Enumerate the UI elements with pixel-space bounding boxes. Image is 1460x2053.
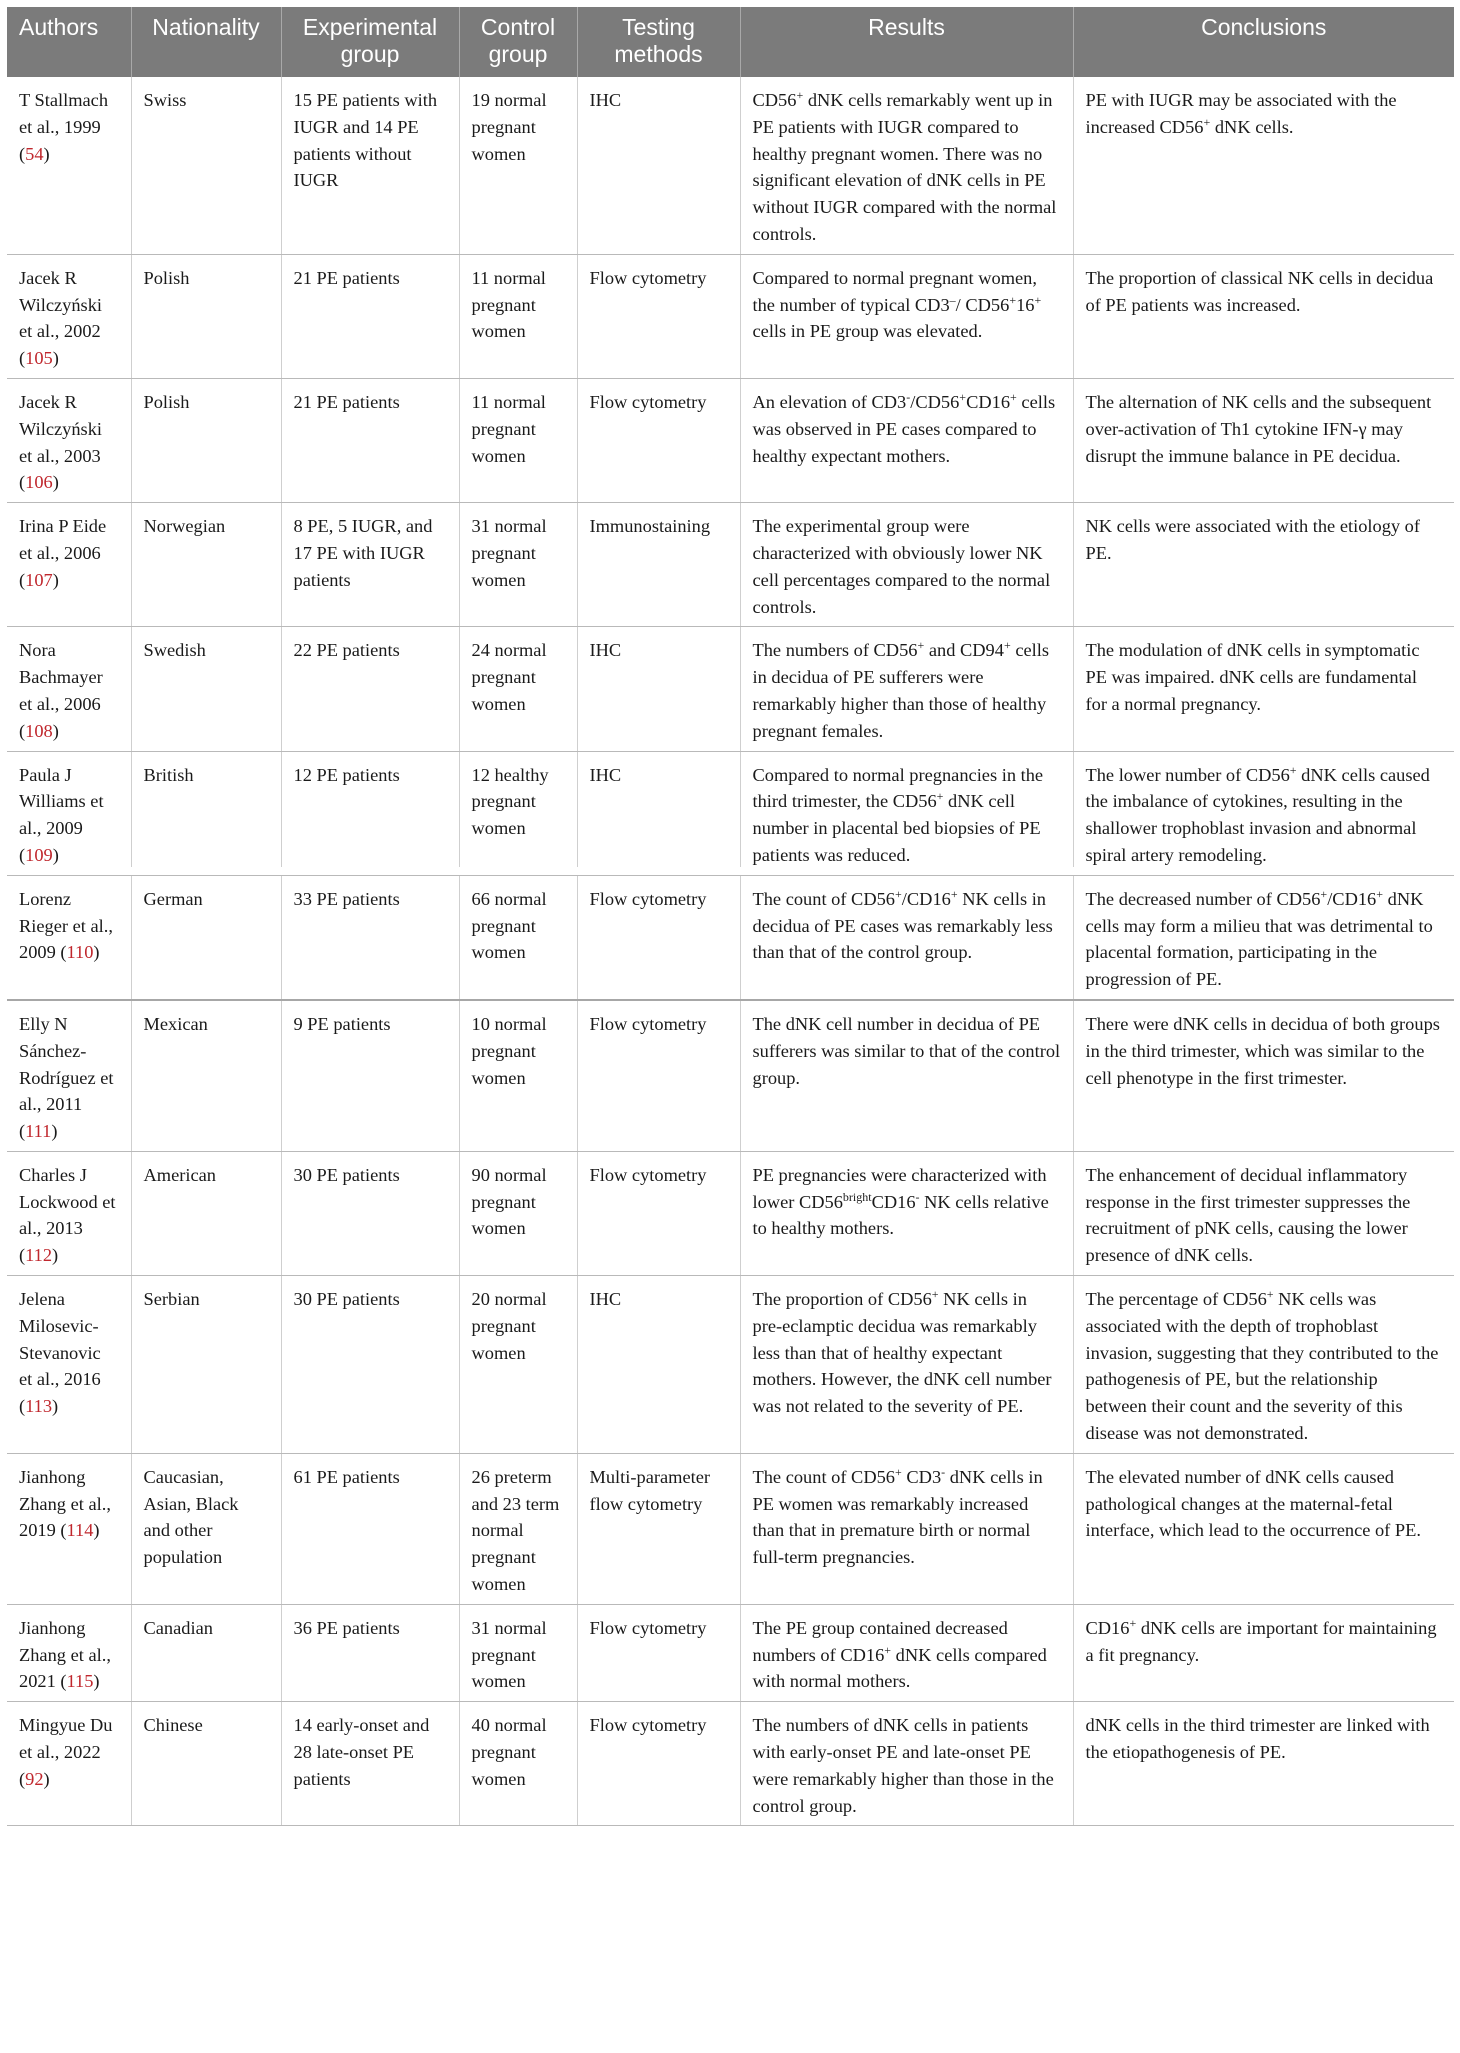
text-run: CD3 — [901, 1466, 942, 1487]
text-run: PE with IUGR may be associated with the increased CD56 — [1085, 90, 1397, 137]
results-cell — [740, 1151, 1073, 1275]
testing-method-cell: IHC — [577, 1276, 740, 1454]
table-row — [7, 378, 1454, 502]
table-row — [7, 254, 1454, 378]
testing-method-cell: Flow cytometry — [577, 378, 740, 502]
author-cell: Jianhong Zhang et al., 2019 (114) — [7, 1453, 131, 1604]
superscript: - — [915, 1189, 920, 1204]
reference-link[interactable]: 114 — [66, 1520, 94, 1541]
superscript: + — [884, 1642, 892, 1657]
superscript: + — [1266, 1287, 1274, 1302]
results-cell — [740, 378, 1073, 502]
superscript: + — [931, 1287, 939, 1302]
table-row — [7, 77, 1454, 254]
experimental-group-cell: 14 early-onset and 28 late-onset PE patients — [281, 1702, 459, 1826]
conclusions-cell — [1073, 1276, 1454, 1454]
results-cell — [740, 254, 1073, 378]
text-run: and CD94 — [924, 640, 1004, 661]
control-group-cell: 31 normal pregnant women — [459, 1604, 577, 1701]
nationality-cell: American — [131, 1151, 281, 1275]
study-table-container — [7, 7, 1454, 1826]
results-cell — [740, 627, 1073, 751]
text-run: CD56 — [752, 90, 797, 110]
testing-method-cell: Flow cytometry — [577, 254, 740, 378]
text-run: CD16 — [966, 391, 1011, 412]
text-run: cells in PE group was elevated. — [752, 321, 983, 342]
author-cell: Paula J Williams et al., 2009 (109) — [7, 751, 131, 875]
reference-link[interactable]: 112 — [25, 1245, 53, 1266]
author-name: Jianhong Zhang et al., 2021 — [19, 1617, 111, 1692]
text-run: The numbers of dNK cells in patients with early-onset PE and late-onset PE were remarkably higher than those in the control group. — [752, 1715, 1054, 1816]
text-run: An elevation of CD3 — [752, 391, 907, 412]
control-group-cell: 40 normal pregnant women — [459, 1702, 577, 1826]
experimental-group-cell: 12 PE patients — [281, 751, 459, 875]
testing-method-cell: IHC — [577, 77, 740, 254]
results-cell — [740, 1453, 1073, 1604]
author-cell: Nora Bachmayer et al., 2006 (108) — [7, 627, 131, 751]
text-run: /CD16 — [1327, 888, 1377, 909]
author-name: Charles J Lockwood et al., 2013 — [19, 1164, 116, 1239]
text-run: dNK cells are important for maintaining a fit pregnancy. — [1085, 1617, 1437, 1665]
superscript: + — [1320, 886, 1328, 901]
control-group-cell: 31 normal pregnant women — [459, 503, 577, 627]
text-run: The enhancement of decidual inflammatory response in the first trimester suppresses the recruitment of pNK cells, causing the lower presence of dNK cells. — [1085, 1164, 1411, 1266]
nationality-cell: Serbian — [131, 1276, 281, 1454]
author-name: Jianhong Zhang et al., 2019 — [19, 1466, 111, 1541]
text-run: Compared to normal pregnancies in the third trimester, the CD56 — [752, 764, 1044, 812]
superscript: - — [941, 1464, 946, 1479]
superscript: + — [1034, 292, 1042, 307]
nationality-cell: Chinese — [131, 1702, 281, 1826]
author-name: Mingyue Du et al., 2022 — [19, 1715, 113, 1763]
text-run: The decreased number of CD56 — [1085, 888, 1321, 909]
nationality-cell: Swedish — [131, 627, 281, 751]
nationality-cell: Norwegian — [131, 503, 281, 627]
conclusions-cell — [1073, 503, 1454, 627]
superscript: – — [949, 292, 956, 307]
text-run: The PE group contained decreased numbers of CD16 — [752, 1617, 1008, 1665]
superscript: + — [1129, 1615, 1137, 1630]
testing-method-cell: Flow cytometry — [577, 1000, 740, 1151]
nationality-cell: British — [131, 751, 281, 875]
experimental-group-cell: 33 PE patients — [281, 875, 459, 1000]
superscript: + — [796, 88, 804, 102]
reference-link[interactable]: 111 — [25, 1121, 52, 1142]
table-row — [7, 1604, 1454, 1701]
experimental-group-cell: 30 PE patients — [281, 1151, 459, 1275]
testing-method-cell: Flow cytometry — [577, 1604, 740, 1701]
conclusions-cell — [1073, 1000, 1454, 1151]
control-group-cell: 20 normal pregnant women — [459, 1276, 577, 1454]
experimental-group-cell: 61 PE patients — [281, 1453, 459, 1604]
experimental-group-cell: 21 PE patients — [281, 254, 459, 378]
superscript: + — [1376, 886, 1384, 901]
text-run: PE pregnancies were characterized with lower CD56 — [752, 1164, 1047, 1212]
text-run: dNK cells. — [1210, 116, 1294, 137]
header-experimental-group: Experimental group — [281, 7, 459, 77]
superscript: + — [1010, 389, 1017, 404]
text-run: The dNK cell number in decidua of PE sufferers was similar to that of the control group. — [752, 1013, 1061, 1088]
header-nationality: Nationality — [131, 7, 281, 77]
header-testing-methods: Testing methods — [577, 7, 740, 77]
author-name: Paula J Williams et al., 2009 — [19, 764, 104, 839]
text-run: NK cells in pre-eclamptic decidua was remarkably less than that of healthy expectant mothers. However, the dNK cell number was not related to the severity of PE. — [752, 1289, 1052, 1417]
text-run: dNK cells may form a milieu that was detrimental to placental formation, participating in the progression of PE. — [1085, 888, 1433, 990]
author-cell: Jelena Milosevic-Stevanovic et al., 2016 (113) — [7, 1276, 131, 1454]
text-run: cells was observed in PE cases compared to healthy expectant mothers. — [752, 391, 1056, 466]
nationality-cell: Mexican — [131, 1000, 281, 1151]
results-cell — [740, 503, 1073, 627]
results-cell — [740, 875, 1073, 1000]
author-name: T Stallmach et al., 1999 — [19, 90, 109, 137]
text-run: There were dNK cells in decidua of both groups in the third trimester, which was similar to the cell phenotype in the first trimester. — [1085, 1013, 1440, 1088]
text-run: CD16 — [1085, 1617, 1130, 1638]
text-run: The lower number of CD56 — [1085, 764, 1290, 785]
text-run: NK cells in decidua of PE cases was remarkably less than that of the control group. — [752, 888, 1053, 963]
experimental-group-cell: 21 PE patients — [281, 378, 459, 502]
author-cell: Lorenz Rieger et al., 2009 (110) — [7, 875, 131, 1000]
author-name: Irina P Eide et al., 2006 — [19, 516, 107, 563]
conclusions-cell — [1073, 1151, 1454, 1275]
superscript: + — [1003, 638, 1011, 653]
header-conclusions: Conclusions — [1073, 7, 1454, 77]
control-group-cell: 24 normal pregnant women — [459, 627, 577, 751]
superscript: + — [959, 389, 967, 404]
text-run: 16 — [1016, 294, 1035, 315]
text-run: dNK cells compared with normal mothers. — [752, 1644, 1047, 1692]
text-run: The proportion of CD56 — [752, 1289, 932, 1310]
reference-link[interactable]: 110 — [66, 942, 94, 963]
table-row — [7, 1151, 1454, 1275]
header-results: Results — [740, 7, 1073, 77]
superscript: + — [1203, 114, 1211, 129]
testing-method-cell: Multi-parameter flow cytometry — [577, 1453, 740, 1604]
text-run: /CD56 — [910, 391, 960, 412]
reference-link[interactable]: 107 — [25, 569, 53, 590]
author-cell: Irina P Eide et al., 2006 (107) — [7, 503, 131, 627]
superscript: - — [906, 389, 911, 404]
text-run: The count of CD56 — [752, 1466, 896, 1487]
nationality-cell: Caucasian, Asian, Black and other population — [131, 1453, 281, 1604]
experimental-group-cell: 30 PE patients — [281, 1276, 459, 1454]
header-authors: Authors — [7, 7, 131, 77]
results-cell — [740, 1702, 1073, 1826]
text-run: The elevated number of dNK cells caused pathological changes at the maternal-fetal interface, which lead to the occurrence of PE. — [1085, 1466, 1421, 1541]
table-body — [7, 77, 1454, 1826]
text-run: dNK cells remarkably went up in PE patients with IUGR compared to healthy pregnant women. There was no significant elevation of dNK cells in PE without IUGR compared with the normal controls. — [752, 90, 1057, 244]
nationality-cell: Polish — [131, 378, 281, 502]
control-group-cell: 12 healthy pregnant women — [459, 751, 577, 875]
text-run: dNK cells caused the imbalance of cytokines, resulting in the shallower trophoblast invasion and abnormal spiral artery remodeling. — [1085, 764, 1430, 865]
text-run: Compared to normal pregnant women, the number of typical CD3 — [752, 267, 1037, 315]
reference-link[interactable]: 109 — [25, 844, 53, 865]
results-cell — [740, 1276, 1073, 1454]
superscript: + — [895, 886, 902, 901]
testing-method-cell: IHC — [577, 627, 740, 751]
control-group-cell: 11 normal pregnant women — [459, 378, 577, 502]
author-cell: T Stallmach et al., 1999 (54) — [7, 77, 131, 254]
control-group-cell: 11 normal pregnant women — [459, 254, 577, 378]
text-run: dNK cells in the third trimester are linked with the etiopathogenesis of PE. — [1085, 1715, 1430, 1763]
control-group-cell: 19 normal pregnant women — [459, 77, 577, 254]
testing-method-cell: Flow cytometry — [577, 1702, 740, 1826]
table-row — [7, 1702, 1454, 1826]
conclusions-cell — [1073, 875, 1454, 1000]
table-row — [7, 1000, 1454, 1151]
superscript: + — [1289, 762, 1297, 777]
text-run: /CD16 — [901, 888, 951, 909]
study-table — [7, 7, 1454, 1826]
nationality-cell: German — [131, 875, 281, 1000]
experimental-group-cell: 15 PE patients with IUGR and 14 PE patients without IUGR — [281, 77, 459, 254]
text-run: CD16 — [871, 1191, 916, 1212]
control-group-cell: 10 normal pregnant women — [459, 1000, 577, 1151]
header-control-group: Control group — [459, 7, 577, 77]
reference-link[interactable]: 105 — [25, 348, 53, 369]
experimental-group-cell: 8 PE, 5 IUGR, and 17 PE with IUGR patients — [281, 503, 459, 627]
testing-method-cell: Flow cytometry — [577, 875, 740, 1000]
nationality-cell: Polish — [131, 254, 281, 378]
conclusions-cell — [1073, 77, 1454, 254]
conclusions-cell — [1073, 1453, 1454, 1604]
text-run: NK cells was associated with the depth of trophoblast invasion, suggesting that they contributed to the pathogenesis of PE, but the relationship between their count and the severity of this disease was not demonstrated. — [1085, 1289, 1439, 1444]
text-run: / CD56 — [955, 294, 1010, 315]
table-row — [7, 875, 1454, 1000]
testing-method-cell: Flow cytometry — [577, 1151, 740, 1275]
author-name: Jacek R Wilczyński et al., 2002 — [19, 267, 103, 342]
experimental-group-cell: 22 PE patients — [281, 627, 459, 751]
results-cell — [740, 1604, 1073, 1701]
author-cell: Elly N Sánchez-Rodríguez et al., 2011 (111) — [7, 1000, 131, 1151]
author-name: Lorenz Rieger et al., 2009 — [19, 888, 113, 963]
superscript: + — [895, 1464, 902, 1479]
testing-method-cell: IHC — [577, 751, 740, 875]
results-cell — [740, 751, 1073, 875]
text-run: The numbers of CD56 — [752, 640, 918, 661]
superscript: + — [936, 789, 944, 804]
reference-link[interactable]: 54 — [25, 143, 44, 164]
author-name: Jelena Milosevic-Stevanovic et al., 2016 — [19, 1289, 101, 1390]
text-run: cells in decidua of PE sufferers were remarkably higher than those of healthy pregnant females. — [752, 640, 1050, 741]
conclusions-cell — [1073, 1604, 1454, 1701]
control-group-cell: 90 normal pregnant women — [459, 1151, 577, 1275]
reference-link[interactable]: 115 — [66, 1671, 94, 1692]
table-header-row — [7, 7, 1454, 77]
conclusions-cell — [1073, 254, 1454, 378]
table-row — [7, 503, 1454, 627]
text-run: The proportion of classical NK cells in decidua of PE patients was increased. — [1085, 267, 1434, 315]
superscript: bright — [842, 1189, 872, 1204]
text-run: The modulation of dNK cells in symptomatic PE was impaired. dNK cells are fundamental for a normal pregnancy. — [1085, 640, 1420, 714]
page-break-band — [0, 867, 1460, 875]
text-run: The experimental group were characterized with obviously lower NK cell percentages compared to the normal controls. — [752, 516, 1051, 617]
table-row — [7, 1276, 1454, 1454]
nationality-cell: Swiss — [131, 77, 281, 254]
author-name: Nora Bachmayer et al., 2006 — [19, 640, 103, 714]
author-cell: Jacek R Wilczyński et al., 2003 (106) — [7, 378, 131, 502]
reference-link[interactable]: 108 — [25, 720, 53, 741]
text-run: NK cells relative to healthy mothers. — [752, 1191, 1049, 1239]
results-cell — [740, 77, 1073, 254]
table-row — [7, 627, 1454, 751]
text-run: dNK cells in PE women was remarkably increased than that in premature birth or normal full-term pregnancies. — [752, 1466, 1043, 1568]
experimental-group-cell: 36 PE patients — [281, 1604, 459, 1701]
conclusions-cell — [1073, 378, 1454, 502]
author-cell: Jacek R Wilczyński et al., 2002 (105) — [7, 254, 131, 378]
text-run: NK cells were associated with the etiology of PE. — [1085, 516, 1421, 563]
text-run: The percentage of CD56 — [1085, 1289, 1267, 1310]
superscript: + — [917, 638, 925, 653]
control-group-cell: 26 preterm and 23 term normal pregnant women — [459, 1453, 577, 1604]
results-cell — [740, 1000, 1073, 1151]
author-name: Elly N Sánchez-Rodríguez et al., 2011 — [19, 1013, 114, 1115]
reference-link[interactable]: 92 — [25, 1768, 44, 1789]
conclusions-cell — [1073, 1702, 1454, 1826]
author-cell: Charles J Lockwood et al., 2013 (112) — [7, 1151, 131, 1275]
table-row — [7, 751, 1454, 875]
table-row — [7, 1453, 1454, 1604]
conclusions-cell — [1073, 751, 1454, 875]
nationality-cell: Canadian — [131, 1604, 281, 1701]
author-cell: Jianhong Zhang et al., 2021 (115) — [7, 1604, 131, 1701]
text-run: dNK cell number in placental bed biopsies of PE patients was reduced. — [752, 791, 1041, 865]
text-run: The alternation of NK cells and the subsequent over-activation of Th1 cytokine IFN-γ may disrupt the immune balance in PE decidua. — [1085, 391, 1432, 466]
reference-link[interactable]: 106 — [25, 472, 53, 493]
text-run: The count of CD56 — [752, 888, 896, 909]
reference-link[interactable]: 113 — [25, 1396, 53, 1417]
superscript: + — [1009, 292, 1017, 307]
experimental-group-cell: 9 PE patients — [281, 1000, 459, 1151]
conclusions-cell — [1073, 627, 1454, 751]
superscript: + — [950, 886, 958, 901]
testing-method-cell: Immunostaining — [577, 503, 740, 627]
author-name: Jacek R Wilczyński et al., 2003 — [19, 391, 103, 466]
author-cell: Mingyue Du et al., 2022 (92) — [7, 1702, 131, 1826]
control-group-cell: 66 normal pregnant women — [459, 875, 577, 1000]
